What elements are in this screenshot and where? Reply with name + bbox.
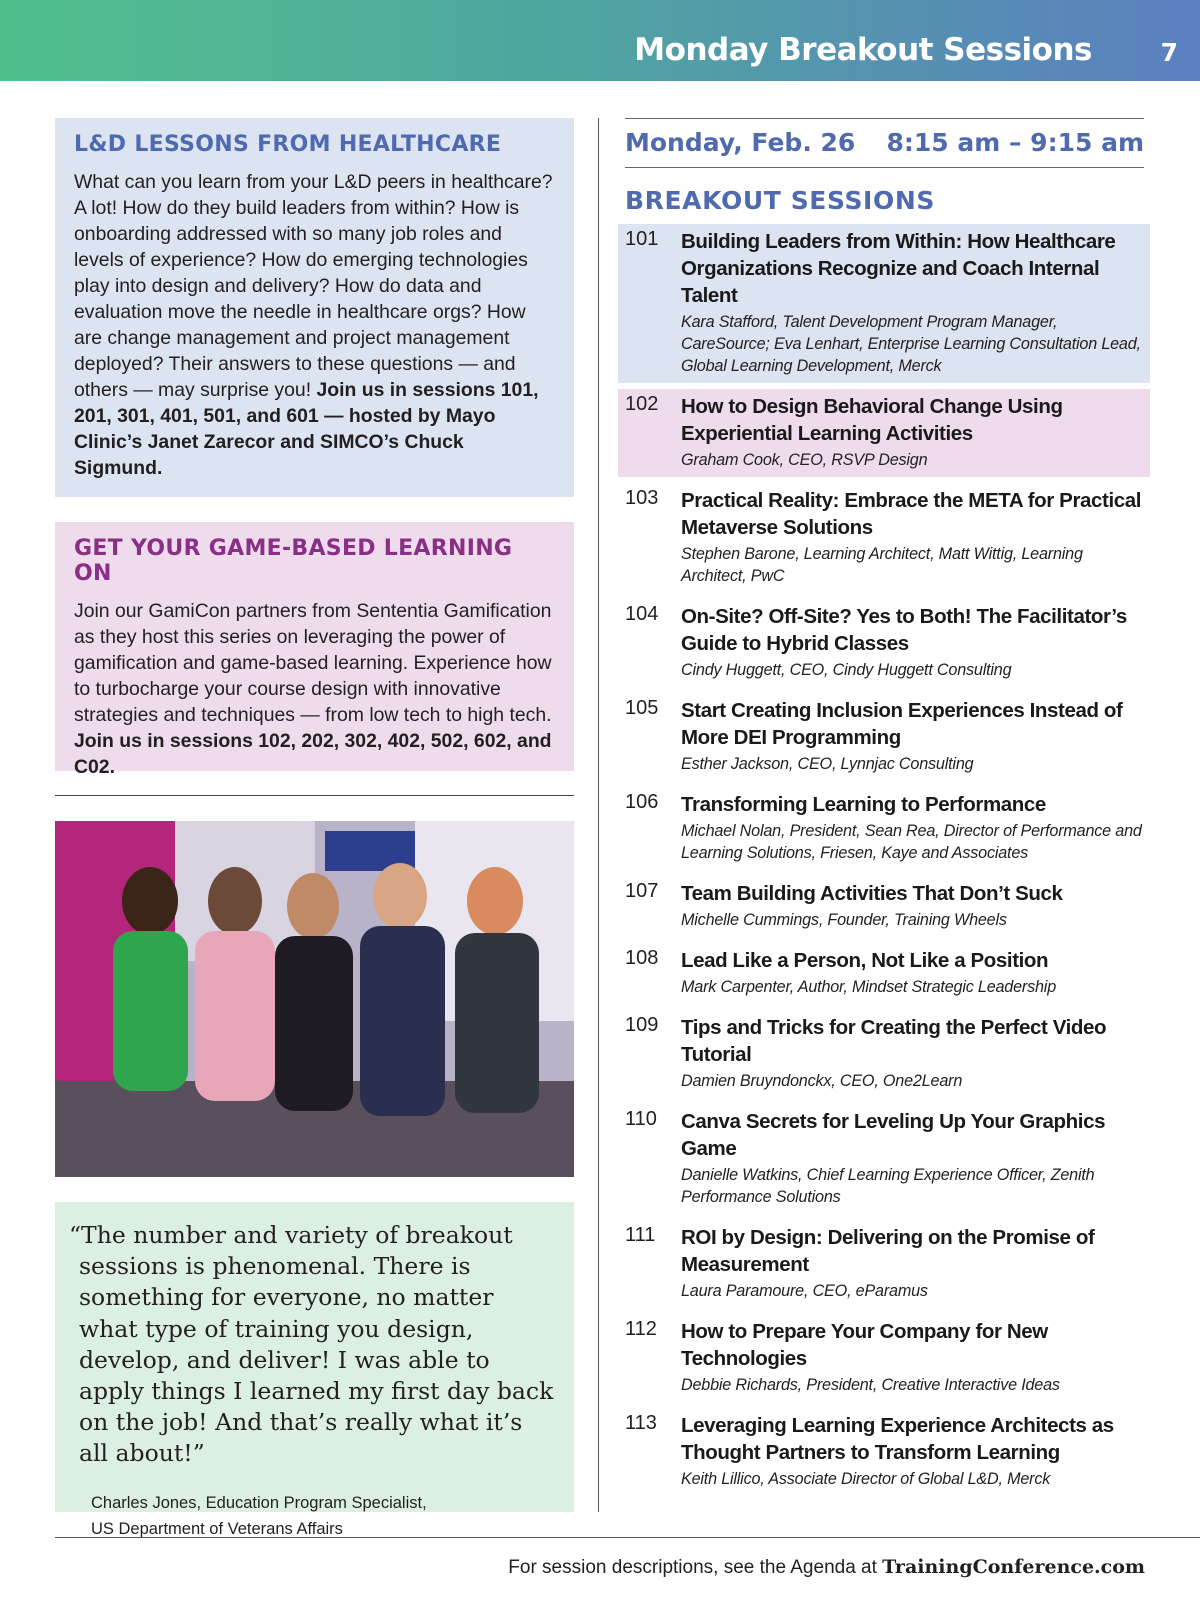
healthcare-callout — [55, 118, 574, 497]
healthcare-text: What can you learn from your L&D peers in healthcare? A lot! How do they build leaders from within? How is onboarding addressed with so many job roles and levels of experience? How do emerging technologies play into design and delivery? How do data and evaluation move the needle in healthcare orgs? How are change management and project management deployed? Their answers to these questions — and others — may surprise you! — [74, 171, 553, 401]
session-item — [618, 787, 1150, 870]
session-item — [618, 389, 1150, 477]
session-title: How to Prepare Your Company for New Technologies — [681, 1320, 1048, 1370]
session-item — [618, 1408, 1150, 1496]
session-title: Practical Reality: Embrace the META for Practical Metaverse Solutions — [681, 489, 1142, 539]
page-header — [0, 0, 1200, 81]
testimonial-quote: “The number and variety of breakout sessions is phenomenal. There is something for everyone, no matter what type of training you design, develop, and deliver! I was able to apply things I learned my first day back on the job! And that’s really what it’s all about!” — [69, 1221, 554, 1468]
session-number: 113 — [625, 1412, 657, 1434]
date-rule-bottom — [625, 167, 1144, 168]
breakout-sessions-heading: BREAKOUT SESSIONS — [625, 186, 935, 215]
session-title: ROI by Design: Delivering on the Promise of Measurement — [681, 1226, 1095, 1276]
session-number: 104 — [625, 603, 659, 625]
session-title: Tips and Tricks for Creating the Perfect Video Tutorial — [681, 1016, 1107, 1066]
testimonial-org: US Department of Veterans Affairs — [91, 1519, 343, 1538]
session-item — [618, 1104, 1150, 1214]
session-item — [618, 599, 1150, 687]
session-item — [618, 483, 1150, 593]
session-item — [618, 1010, 1150, 1098]
footer-text: For session descriptions, see the Agenda at — [508, 1557, 877, 1578]
session-speakers: Esther Jackson, CEO, Lynnjac Consulting — [681, 755, 974, 773]
session-number: 111 — [625, 1224, 656, 1246]
session-item — [618, 693, 1150, 781]
healthcare-heading: L&D LESSONS FROM HEALTHCARE — [74, 132, 502, 157]
session-item — [618, 224, 1150, 383]
healthcare-body — [74, 169, 556, 481]
session-speakers: Stephen Barone, Learning Architect, Matt Wittig, Learning Architect, PwC — [681, 545, 1083, 585]
session-speakers: Damien Bruyndonckx, CEO, One2Learn — [681, 1072, 963, 1090]
footer — [508, 1556, 1145, 1579]
testimonial-name: Charles Jones, Education Program Specialist, — [91, 1493, 427, 1512]
session-number: 108 — [625, 947, 659, 969]
attendees-illustration — [55, 821, 574, 1177]
session-speakers: Graham Cook, CEO, RSVP Design — [681, 451, 928, 469]
attendees-photo — [55, 821, 574, 1177]
session-title: On-Site? Off-Site? Yes to Both! The Facilitator’s Guide to Hybrid Classes — [681, 605, 1127, 655]
session-title: Canva Secrets for Leveling Up Your Graphics Game — [681, 1110, 1106, 1160]
session-number: 101 — [625, 228, 659, 250]
session-title: Lead Like a Person, Not Like a Position — [681, 949, 1049, 972]
session-number: 105 — [625, 697, 659, 719]
session-title: Transforming Learning to Performance — [681, 793, 1046, 816]
session-item — [618, 1314, 1150, 1402]
session-number: 109 — [625, 1014, 659, 1036]
session-speakers: Debbie Richards, President, Creative Interactive Ideas — [681, 1376, 1060, 1394]
session-speakers: Laura Paramoure, CEO, eParamus — [681, 1282, 928, 1300]
session-number: 112 — [625, 1318, 657, 1340]
column-divider — [598, 118, 599, 1512]
session-item — [618, 876, 1150, 937]
session-number: 107 — [625, 880, 659, 902]
testimonial — [55, 1202, 574, 1538]
session-item — [618, 943, 1150, 1004]
date-rule-top — [625, 118, 1144, 119]
game-heading: GET YOUR GAME-BASED LEARNING ON — [74, 536, 513, 586]
session-speakers: Michael Nolan, President, Sean Rea, Director of Performance and Learning Solutions, Friesen, Kaye and Associates — [681, 822, 1142, 862]
session-speakers: Kara Stafford, Talent Development Program Manager, CareSource; Eva Lenhart, Enterprise Learning Consultation Lead, Global Learning Development, Merck — [681, 313, 1141, 375]
session-speakers: Keith Lillico, Associate Director of Global L&D, Merck — [681, 1470, 1051, 1488]
session-title: Building Leaders from Within: How Healthcare Organizations Recognize and Coach Internal Talent — [681, 230, 1116, 307]
session-speakers: Danielle Watkins, Chief Learning Experience Officer, Zenith Performance Solutions — [681, 1166, 1095, 1206]
game-text: Join our GamiCon partners from Sententia Gamification as they host this series on leveraging the power of gamification and game-based learning. Experience how to turbocharge your course design with innovative strategies and techniques — from low tech to high tech. — [74, 600, 552, 726]
footer-site-link[interactable]: TrainingConference.com — [882, 1556, 1145, 1578]
session-title: Team Building Activities That Don’t Suck — [681, 882, 1063, 905]
session-date: Monday, Feb. 26 — [625, 128, 856, 157]
page-number: 7 — [1160, 38, 1178, 67]
session-speakers: Mark Carpenter, Author, Mindset Strategic Leadership — [681, 978, 1056, 996]
session-number: 106 — [625, 791, 659, 813]
footer-divider — [55, 1537, 1200, 1538]
divider-left — [55, 795, 574, 796]
healthcare-cta: Join us in sessions 101, 201, 301, 401, 501, and 601 — hosted by Mayo Clinic’s Janet Zarecor and SIMCO’s Chuck Sigmund. — [74, 379, 539, 479]
testimonial-attribution — [91, 1490, 558, 1542]
game-callout — [55, 522, 574, 778]
session-number: 103 — [625, 487, 659, 509]
game-body — [74, 598, 556, 780]
session-speakers: Michelle Cummings, Founder, Training Wheels — [681, 911, 1007, 929]
session-number: 110 — [625, 1108, 657, 1130]
session-title: How to Design Behavioral Change Using Experiential Learning Activities — [681, 395, 1063, 445]
session-title: Start Creating Inclusion Experiences Instead of More DEI Programming — [681, 699, 1123, 749]
game-cta: Join us in sessions 102, 202, 302, 402, 502, 602, and C02. — [74, 730, 552, 778]
session-title: Leveraging Learning Experience Architects as Thought Partners to Transform Learning — [681, 1414, 1114, 1464]
session-list — [618, 224, 1150, 1502]
page-title: Monday Breakout Sessions — [634, 32, 1092, 68]
session-number: 102 — [625, 393, 659, 415]
session-time: 8:15 am – 9:15 am — [886, 128, 1144, 157]
session-item — [618, 1220, 1150, 1308]
session-speakers: Cindy Huggett, CEO, Cindy Huggett Consulting — [681, 661, 1012, 679]
